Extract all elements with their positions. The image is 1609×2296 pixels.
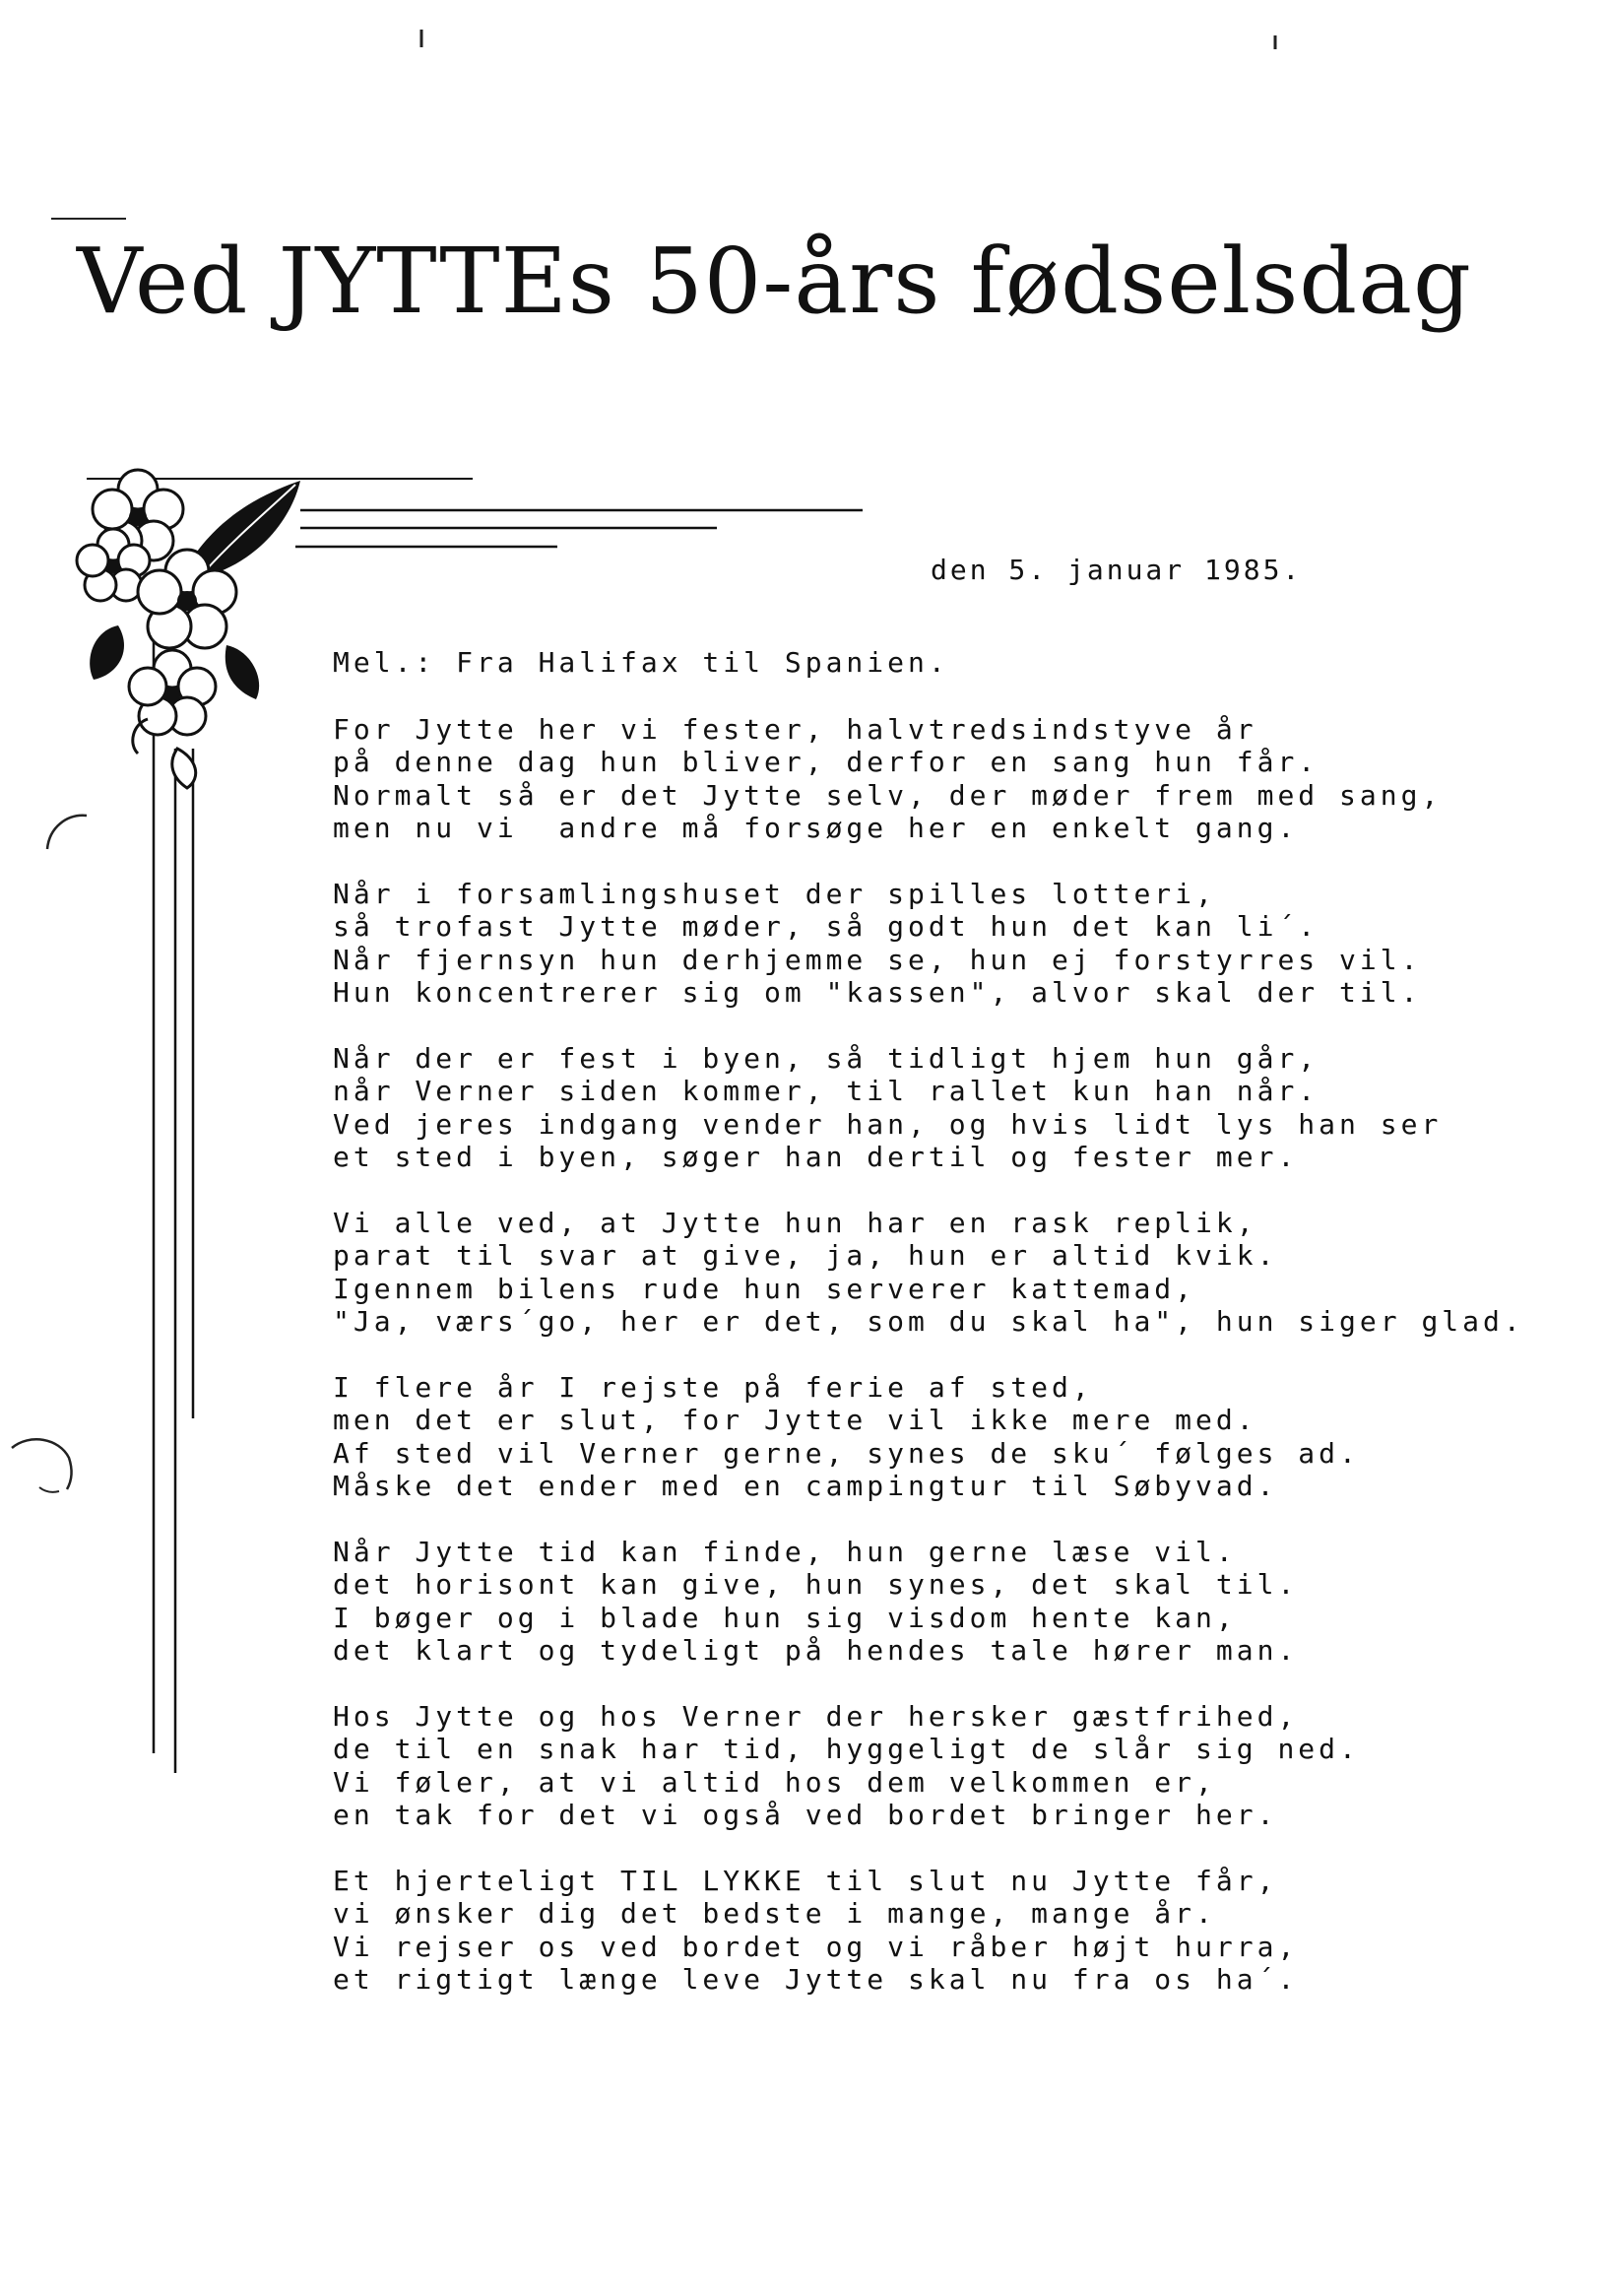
verse-line: I bøger og i blade hun sig visdom hente kan, — [333, 1601, 1237, 1634]
page-title: Ved JYTTEs 50-års fødselsdag — [77, 229, 1472, 334]
song-text — [333, 646, 1554, 2029]
stanza-5 — [333, 1371, 1554, 1503]
verse-line: Vi alle ved, at Jytte hun har en rask replik, — [333, 1206, 1257, 1239]
verse-line: Når der er fest i byen, så tidligt hjem hun går, — [333, 1041, 1319, 1075]
stanza-4 — [333, 1207, 1554, 1339]
verse-line: Vi rejser os ved bordet og vi råber højt hurra, — [333, 1930, 1299, 1963]
verse-line: Når fjernsyn hun derhjemme se, hun ej forstyrres vil. — [333, 943, 1422, 976]
verse-line: Når Jytte tid kan finde, hun gerne læse vil. — [333, 1535, 1237, 1568]
binder-punch-marks — [0, 0, 118, 1576]
verse-line: For Jytte her vi fester, halvtredsindstyve år — [333, 712, 1257, 746]
stanza-6 — [333, 1536, 1554, 1668]
verse-line: Hos Jytte og hos Verner der hersker gæstfrihed, — [333, 1699, 1299, 1733]
verse-line: en tak for det vi også ved bordet bringer her. — [333, 1799, 1278, 1831]
verse-line: men det er slut, for Jytte vil ikke mere med. — [333, 1404, 1257, 1436]
verse-line: vi ønsker dig det bedste i mange, mange år. — [333, 1897, 1216, 1930]
verse-line: men nu vi andre må forsøge her en enkelt gang. — [333, 812, 1299, 844]
verse-line: Et hjerteligt TIL LYKKE til slut nu Jytte får, — [333, 1864, 1278, 1897]
melody-line: Mel.: Fra Halifax til Spanien. — [333, 646, 949, 679]
verse-line: når Verner siden kommer, til rallet kun han når. — [333, 1075, 1319, 1107]
verse-line: parat til svar at give, ja, hun er altid kvik. — [333, 1239, 1278, 1272]
stanza-7 — [333, 1700, 1554, 1832]
verse-line: "Ja, værs´go, her er det, som du skal ha", hun siger glad. — [333, 1305, 1524, 1338]
verse-line: Af sted vil Verner gerne, synes de sku´ følges ad. — [333, 1436, 1360, 1470]
verse-line: så trofast Jytte møder, så godt hun det kan li´. — [333, 910, 1319, 943]
verse-line: Igennem bilens rude hun serverer kattemad, — [333, 1272, 1196, 1305]
verse-line: et sted i byen, søger han dertil og fester mer. — [333, 1141, 1299, 1173]
verse-line: Ved jeres indgang vender han, og hvis lidt lys han ser — [333, 1107, 1443, 1141]
verse-line: på denne dag hun bliver, derfor en sang hun får. — [333, 746, 1319, 778]
stanza-2 — [333, 878, 1554, 1010]
verse-line: Vi føler, at vi altid hos dem velkommen er, — [333, 1765, 1216, 1799]
stanza-3 — [333, 1042, 1554, 1174]
stanza-8 — [333, 1865, 1554, 1997]
verse-line: det horisont kan give, hun synes, det skal til. — [333, 1568, 1299, 1601]
verse-line: Hun koncentrerer sig om "kassen", alvor skal der til. — [333, 976, 1422, 1009]
verse-line: de til en snak har tid, hyggeligt de slår sig ned. — [333, 1733, 1360, 1765]
verse-line: Når i forsamlingshuset der spilles lotteri, — [333, 877, 1216, 910]
verse-line: det klart og tydeligt på hendes tale hører man. — [333, 1634, 1299, 1667]
verse-line: Måske det ender med en campingtur til Søbyvad. — [333, 1470, 1278, 1502]
verse-line: et rigtigt længe leve Jytte skal nu fra os ha´. — [333, 1963, 1299, 1996]
verse-line: Normalt så er det Jytte selv, der møder frem med sang, — [333, 778, 1443, 812]
stanza-1 — [333, 713, 1554, 845]
verse-line: I flere år I rejste på ferie af sted, — [333, 1370, 1093, 1404]
date-line: den 5. januar 1985. — [931, 554, 1303, 586]
